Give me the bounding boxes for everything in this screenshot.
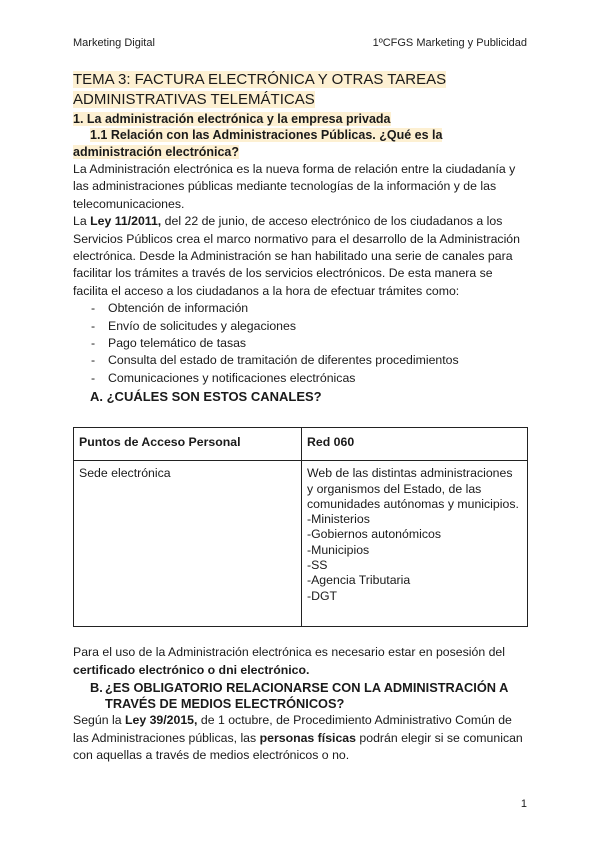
paragraph-ley-39-2015: Según la Ley 39/2015, de 1 octubre, de Procedimiento Administrativo Común de las Administraciones públicas, las personas físicas podrán elegir si se comunican con aquellas a través de medios electrónicos o no. — [73, 713, 523, 762]
section-a-heading: A. ¿CUÁLES SON ESTOS CANALES? — [90, 389, 322, 405]
law-reference: Ley 11/2011, — [90, 214, 162, 229]
law-reference: Ley 39/2015, — [124, 713, 198, 728]
table-header-cell: Puntos de Acceso Personal — [74, 428, 302, 461]
list-item: - Pago telemático de tasas — [91, 335, 528, 352]
document-body — [73, 70, 528, 764]
table-cell: Sede electrónica — [74, 461, 302, 627]
list-item: -Agencia Tributaria — [307, 573, 411, 588]
page-title — [73, 70, 528, 110]
title-line-1: TEMA 3: FACTURA ELECTRÓNICA Y OTRAS TAREAS — [73, 71, 447, 88]
section-1-heading: 1. La administración electrónica y la empresa privada — [73, 112, 391, 126]
header-subject: Marketing Digital — [73, 37, 155, 49]
tramites-list — [73, 300, 528, 387]
list-item: - Envío de solicitudes y alegaciones — [91, 318, 528, 335]
section-1-1-heading: 1.1 Relación con las Administraciones Públicas. ¿Qué es la administración electrónica? — [73, 128, 443, 159]
table-row — [74, 461, 528, 627]
paragraph-certificado: Para el uso de la Administración electrónica es necesario estar en posesión del certificado electrónico o dni electrónico. — [73, 645, 506, 677]
list-item: -SS — [307, 558, 328, 573]
list-item: -DGT — [307, 588, 338, 603]
list-item: -Municipios — [307, 542, 370, 557]
table-cell: Web de las distintas administraciones y organismos del Estado, de las comunidades autónomas y municipios. -Ministerios -Gobiernos autonómicos -Municipios -SS -Agencia Tributaria -DGT — [302, 461, 528, 627]
list-item: - Obtención de información — [91, 300, 528, 317]
paragraph-ley-11-2011: La Ley 11/2011, del 22 de junio, de acceso electrónico de los ciudadanos a los Servicios Públicos crea el marco normativo para el desarrollo de la Administración electrónica. Desde la Administración se han habilitado una serie de canales para facilitar los trámites a través de los servicios electrónicos. De esta manera se facilita el acceso a los ciudadanos a la hora de efectuar trámites como: — [73, 214, 520, 298]
table-header-cell: Red 060 — [302, 428, 528, 461]
table-header-row — [74, 428, 528, 461]
header-course: 1ºCFGS Marketing y Publicidad — [372, 37, 527, 49]
channels-table — [73, 427, 528, 627]
list-item: -Ministerios — [307, 512, 370, 527]
page-number: 1 — [520, 798, 527, 810]
list-item: -Gobiernos autonómicos — [307, 527, 441, 542]
title-line-2: ADMINISTRATIVAS TELEMÁTICAS — [73, 91, 315, 108]
list-item: - Comunicaciones y notificaciones electrónicas — [91, 370, 528, 387]
paragraph-definition: La Administración electrónica es la nueva forma de relación entre la ciudadanía y las administraciones públicas mediante tecnologías de la información y de las telecomunicaciones. — [73, 162, 516, 211]
list-item: - Consulta del estado de tramitación de diferentes procedimientos — [91, 352, 528, 369]
section-b-heading: B. ¿ES OBLIGATORIO RELACIONARSE CON LA ADMINISTRACIÓN A TRAVÉS DE MEDIOS ELECTRÓNICOS? — [90, 680, 509, 712]
